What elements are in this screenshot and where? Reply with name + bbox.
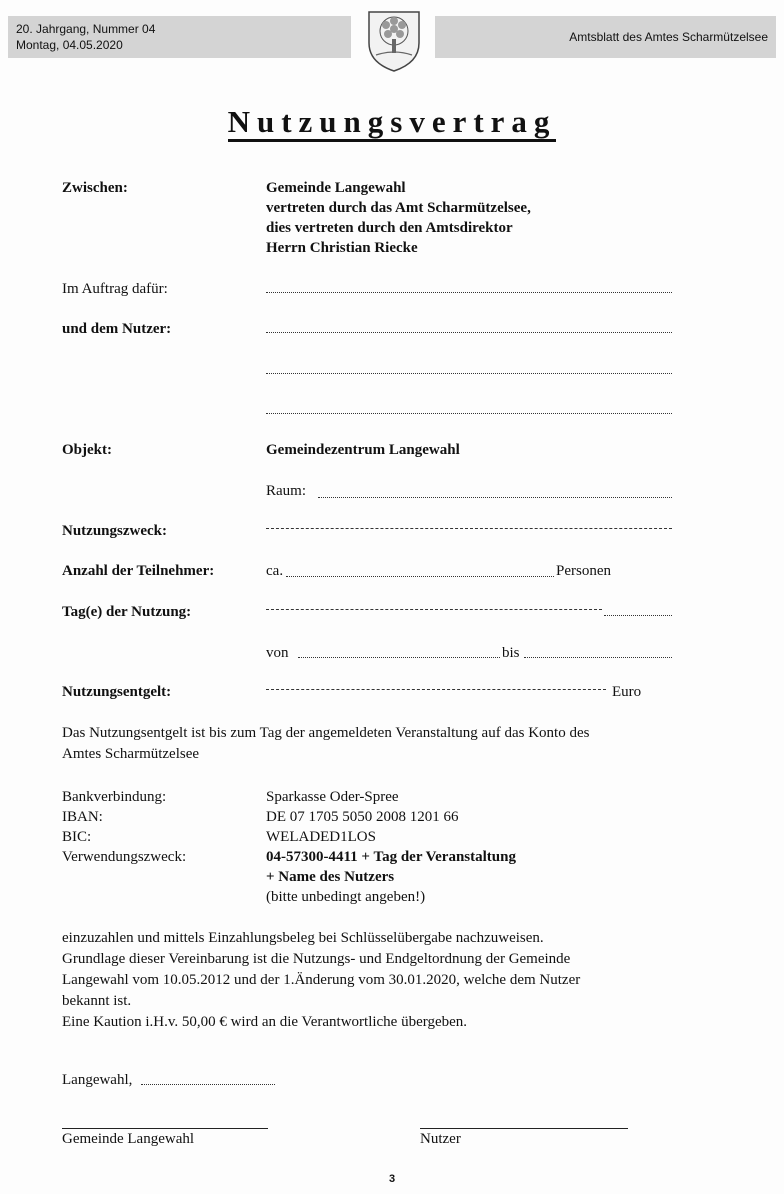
nutzer-field-2[interactable] [266, 372, 672, 374]
entgelt-label: Nutzungsentgelt: [62, 684, 172, 700]
bank-values [266, 787, 516, 907]
issue-date: Montag, 04.05.2020 [16, 38, 123, 52]
tag-field-dash[interactable] [266, 608, 602, 610]
teilnehmer-prefix: ca. [266, 563, 284, 579]
raum-label: Raum: [266, 483, 306, 499]
place-label: Langewahl, [62, 1072, 133, 1088]
payment-intro-line-2: Amtes Scharmützelsee [62, 746, 200, 762]
raum-field[interactable] [318, 496, 672, 498]
document-title: Nutzungsvertrag [228, 104, 557, 142]
nutzer-field-1[interactable] [266, 331, 672, 333]
page-number: 3 [388, 1173, 396, 1185]
party-line-2: vertreten durch das Amt Scharmützelsee, [266, 200, 531, 216]
entgelt-unit: Euro [612, 684, 642, 700]
closing-paragraph [62, 928, 702, 1033]
payment-intro-line-1: Das Nutzungsentgelt ist bis zum Tag der angemeldeten Veranstaltung auf das Konto des [62, 725, 590, 741]
signature-label-right: Nutzer [420, 1131, 461, 1147]
auftrag-label: Im Auftrag dafür: [62, 281, 168, 297]
document-title-wrap [0, 104, 784, 140]
bank-labels [62, 787, 186, 867]
teilnehmer-field[interactable] [286, 575, 554, 577]
payment-intro [62, 723, 702, 765]
nutzungszweck-label: Nutzungszweck: [62, 523, 167, 539]
closing-line-4: bekannt ist. [62, 993, 132, 1009]
zwischen-label: Zwischen: [62, 180, 128, 196]
purpose-note: (bitte unbedingt angeben!) [266, 889, 426, 905]
closing-line-1: einzuzahlen und mittels Einzahlungsbeleg bei Schlüsselübergabe nachzuweisen. [62, 930, 544, 946]
closing-line-2: Grundlage dieser Vereinbarung ist die Nutzungs- und Endgeltordnung der Gemeinde [62, 951, 571, 967]
objekt-value: Gemeindezentrum Langewahl [266, 442, 460, 458]
teilnehmer-suffix: Personen [556, 563, 611, 579]
von-field[interactable] [298, 656, 500, 658]
signature-label-left: Gemeinde Langewahl [62, 1131, 195, 1147]
bic-value: WELADED1LOS [266, 829, 376, 845]
auftrag-field[interactable] [266, 291, 672, 293]
iban-value: DE 07 1705 5050 2008 1201 66 [266, 809, 459, 825]
bank-name: Sparkasse Oder-Spree [266, 789, 399, 805]
tag-field-dots[interactable] [604, 614, 672, 616]
nutzer-field-3[interactable] [266, 412, 672, 414]
bic-label: BIC: [62, 829, 92, 845]
publication-name: Amtsblatt des Amtes Scharmützelsee [569, 30, 768, 44]
nutzer-label: und dem Nutzer: [62, 321, 172, 337]
header-publication-box [435, 16, 776, 58]
bank-label: Bankverbindung: [62, 789, 167, 805]
header-issue-box [8, 16, 351, 58]
nutzungszweck-field[interactable] [266, 527, 672, 529]
purpose-line-1: 04-57300-4411 + Tag der Veranstaltung [266, 849, 516, 865]
party-line-3: dies vertreten durch den Amtsdirektor [266, 220, 513, 236]
von-label: von [266, 645, 289, 661]
closing-line-3: Langewahl vom 10.05.2012 und der 1.Änderung vom 30.01.2020, welche dem Nutzer [62, 972, 581, 988]
purpose-line-2: + Name des Nutzers [266, 869, 395, 885]
date-field[interactable] [141, 1083, 275, 1085]
tag-label: Tag(e) der Nutzung: [62, 604, 192, 620]
party-line-1: Gemeinde Langewahl [266, 180, 406, 196]
entgelt-field[interactable] [266, 688, 606, 690]
teilnehmer-label: Anzahl der Teilnehmer: [62, 563, 215, 579]
signature-line-left[interactable] [62, 1128, 268, 1130]
coat-of-arms-icon [366, 9, 422, 73]
signature-line-right[interactable] [420, 1128, 628, 1130]
issue-number: 20. Jahrgang, Nummer 04 [16, 22, 156, 36]
bis-label: bis [502, 645, 520, 661]
closing-line-5: Eine Kaution i.H.v. 50,00 € wird an die Verantwortliche übergeben. [62, 1014, 468, 1030]
purpose-label: Verwendungszweck: [62, 849, 187, 865]
bis-field[interactable] [524, 656, 672, 658]
party-line-4: Herrn Christian Riecke [266, 240, 418, 256]
iban-label: IBAN: [62, 809, 103, 825]
objekt-label: Objekt: [62, 442, 112, 458]
